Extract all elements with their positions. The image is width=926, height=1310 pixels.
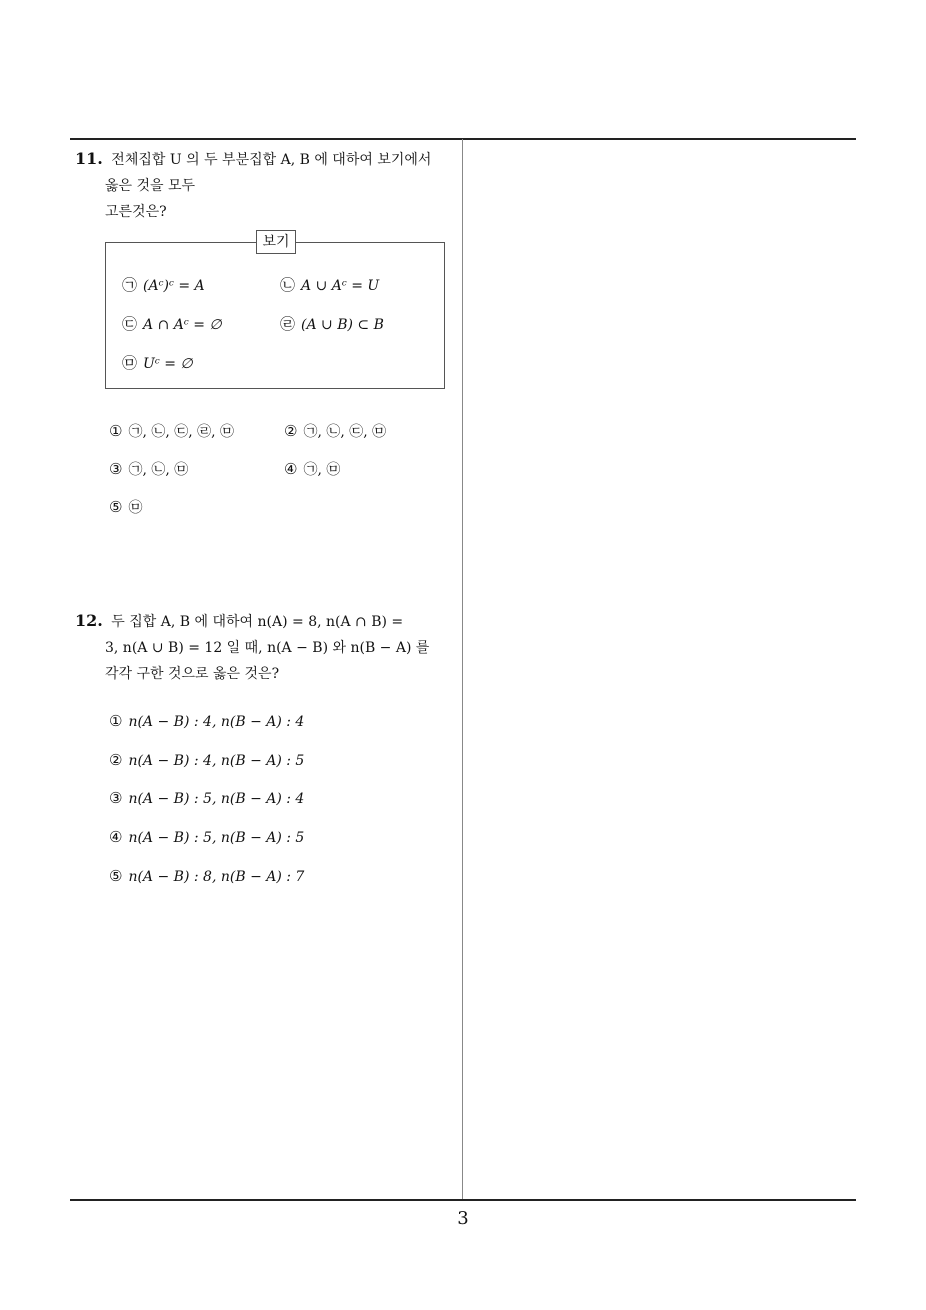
question-12-stem xyxy=(75,608,459,687)
question-11-number: 11. xyxy=(75,149,103,168)
question-12-number: 12. xyxy=(75,611,103,630)
bottom-rule xyxy=(70,1199,856,1201)
bogi-item-3: ㉢ A ∩ Aᶜ = ∅ xyxy=(122,315,222,333)
q12-choice-1[interactable]: ① n(A − B) : 4, n(B − A) : 4 xyxy=(109,712,305,730)
q12-choice-2[interactable]: ② n(A − B) : 4, n(B − A) : 5 xyxy=(109,751,305,769)
bogi-item-4: ㉣ (A ∪ B) ⊂ B xyxy=(280,315,384,333)
question-12-line-1: 12. 두 집합 A, B 에 대하여 n(A) = 8, n(A ∩ B) = xyxy=(75,611,404,630)
question-12-line-2: 3, n(A ∪ B) = 12 일 때, n(A − B) 와 n(B − A) 를 xyxy=(105,640,430,656)
column-divider xyxy=(462,139,463,1200)
question-11-line-2: 옳은 것을 모두 xyxy=(105,178,196,194)
top-rule xyxy=(70,138,856,140)
question-12-line-3: 각각 구한 것으로 옳은 것은? xyxy=(105,666,280,682)
question-11-stem xyxy=(75,146,459,225)
q12-choice-3[interactable]: ③ n(A − B) : 5, n(B − A) : 4 xyxy=(109,789,305,807)
page-number: 3 xyxy=(457,1208,469,1229)
q11-choice-5[interactable]: ⑤ ㉤ xyxy=(109,498,143,516)
question-11-line-1: 11. 전체집합 U 의 두 부분집합 A, B 에 대하여 보기에서 xyxy=(75,149,432,168)
bogi-title: 보기 xyxy=(256,230,296,254)
bogi-item-1: ㉠ (Aᶜ)ᶜ = A xyxy=(122,276,205,294)
q11-choice-3[interactable]: ③ ㉠, ㉡, ㉤ xyxy=(109,460,189,478)
q12-choice-5[interactable]: ⑤ n(A − B) : 8, n(B − A) : 7 xyxy=(109,867,305,885)
q11-choice-4[interactable]: ④ ㉠, ㉤ xyxy=(284,460,341,478)
q12-choice-4[interactable]: ④ n(A − B) : 5, n(B − A) : 5 xyxy=(109,828,305,846)
question-11-line-3: 고른것은? xyxy=(105,204,167,220)
bogi-item-5: ㉤ Uᶜ = ∅ xyxy=(122,354,193,372)
bogi-item-2: ㉡ A ∪ Aᶜ = U xyxy=(280,276,380,294)
q11-choice-2[interactable]: ② ㉠, ㉡, ㉢, ㉤ xyxy=(284,422,387,440)
q11-choice-1[interactable]: ① ㉠, ㉡, ㉢, ㉣, ㉤ xyxy=(109,422,235,440)
